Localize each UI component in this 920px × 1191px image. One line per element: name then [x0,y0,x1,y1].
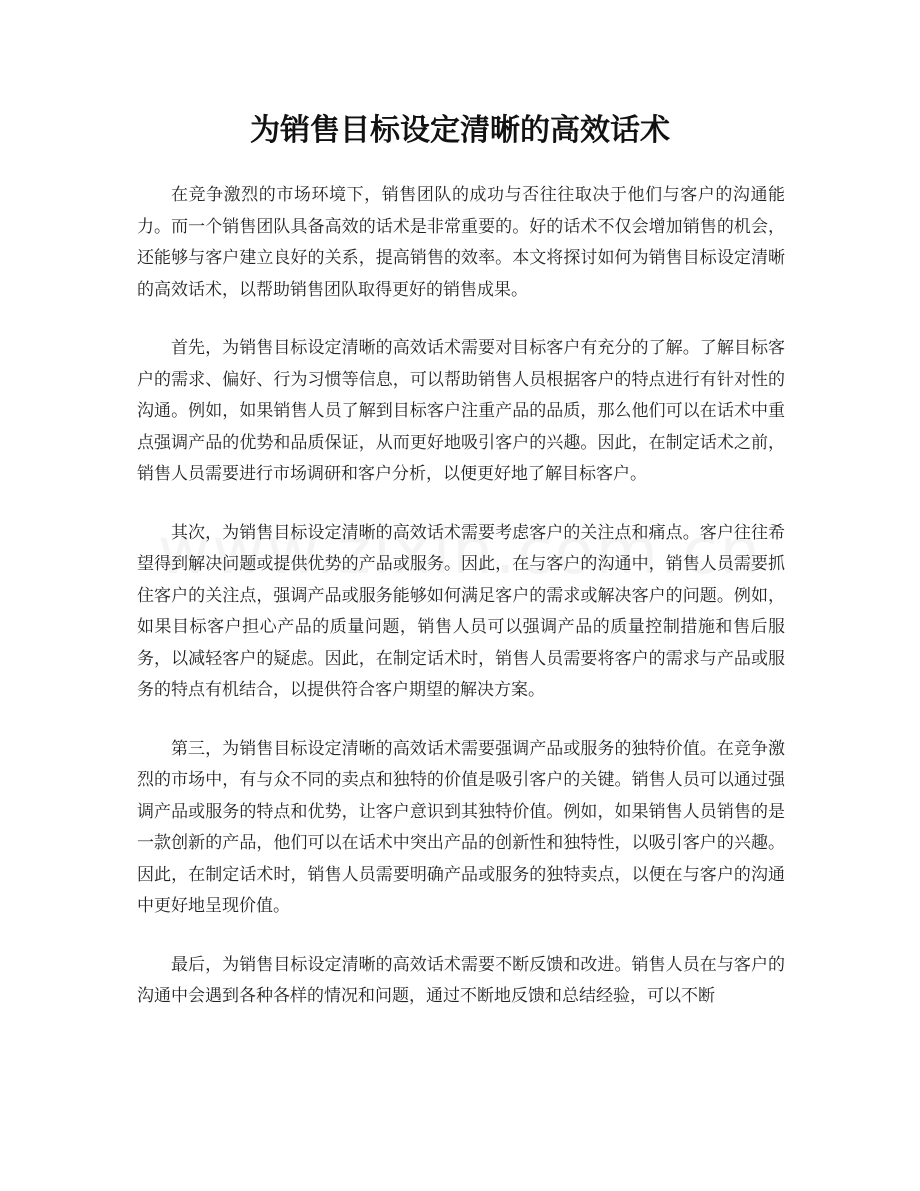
paragraph-third: 第三，为销售目标设定清晰的高效话术需要强调产品或服务的独特价值。在竞争激烈的市场中，有与众不同的卖点和独特的价值是吸引客户的关键。销售人员可以通过强调产品或服务的特点和优势，让客户意识到其独特价值。例如，如果销售人员销售的是一款创新的产品，他们可以在话术中突出产品的创新性和独特性，以吸引客户的兴趣。因此，在制定话术时，销售人员需要明确产品或服务的独特卖点，以便在与客户的沟通中更好地呈现价值。 [137,738,785,916]
document-body [137,180,785,1040]
paragraph-last: 最后，为销售目标设定清晰的高效话术需要不断反馈和改进。销售人员在与客户的沟通中会遇到各种各样的情况和问题，通过不断地反馈和总结经验，可以不断 [137,954,785,1006]
paragraph-first: 首先，为销售目标设定清晰的高效话术需要对目标客户有充分的了解。了解目标客户的需求、偏好、行为习惯等信息，可以帮助销售人员根据客户的特点进行有针对性的沟通。例如，如果销售人员了解到目标客户注重产品的品质，那么他们可以在话术中重点强调产品的优势和品质保证，从而更好地吸引客户的兴趣。因此，在制定话术之前，销售人员需要进行市场调研和客户分析，以便更好地了解目标客户。 [137,338,785,484]
page-title: 为销售目标设定清晰的高效话术 [250,113,670,148]
paragraph-second: 其次，为销售目标设定清晰的高效话术需要考虑客户的关注点和痛点。客户往往希望得到解决问题或提供优势的产品或服务。因此，在与客户的沟通中，销售人员需要抓住客户的关注点，强调产品或服务能够如何满足客户的需求或解决客户的问题。例如，如果目标客户担心产品的质量问题，销售人员可以强调产品的质量控制措施和售后服务，以减轻客户的疑虑。因此，在制定话术时，销售人员需要将客户的需求与产品或服务的特点有机结合，以提供符合客户期望的解决方案。 [137,522,785,700]
paragraph-intro: 在竞争激烈的市场环境下，销售团队的成功与否往往取决于他们与客户的沟通能力。而一个销售团队具备高效的话术是非常重要的。好的话术不仅会增加销售的机会，还能够与客户建立良好的关系，提高销售的效率。本文将探讨如何为销售目标设定清晰的高效话术，以帮助销售团队取得更好的销售成果。 [137,185,785,300]
